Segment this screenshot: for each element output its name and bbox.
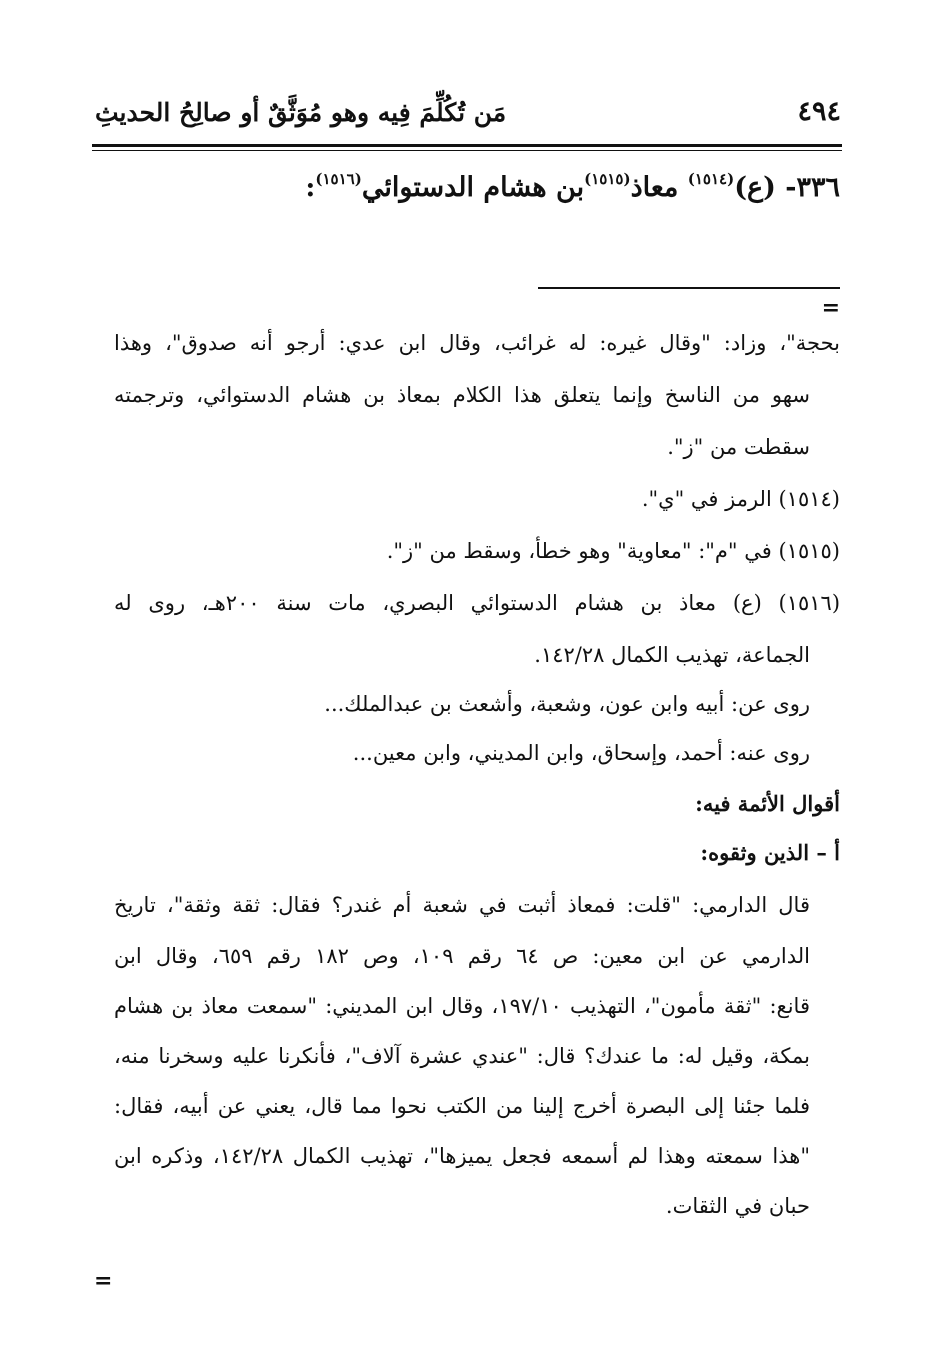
subsection-heading: أ – الذين وثقوه: xyxy=(700,840,840,865)
footnote-separator xyxy=(538,287,840,289)
footnote-line: (١٥١٥) في "م": "معاوية" وهو خطأ، وسقط من "ز". xyxy=(386,539,840,563)
footnote-line: بمكة، وقيل له: ما عندك؟ قال: "عندي عشرة آلاف"، فأنكرنا عليه وسخرنا منه، xyxy=(114,1044,810,1068)
footnote-line: "هذا سمعته وهذا لم أسمعه فجعل يميزها"، تهذيب الكمال ١٤٢/٢٨، وذكره ابن xyxy=(114,1144,810,1168)
entry-heading xyxy=(305,170,840,203)
continuation-mark-bottom: = xyxy=(94,1268,113,1294)
section-heading: أقوال الأئمة فيه: xyxy=(695,791,840,816)
entry-colon: : xyxy=(305,172,316,203)
running-title: مَن تُكُلِّمَ فِيه وهو مُوَثَّقٌ أو صالِحُ الحديثِ xyxy=(95,98,507,127)
footnote-ref-1516: (١٥١٦) xyxy=(315,170,362,188)
footnote-line: الدارمي عن ابن معين: ص ٦٤ رقم ١٠٩، وص ١٨٢ رقم ٦٥٩، وقال ابن xyxy=(114,944,810,968)
footnote-line: قانع: "ثقة مأمون"، التهذيب ١٩٧/١٠، وقال ابن المديني: "سمعت معاذ بن هشام xyxy=(114,994,810,1018)
footnote-line: روى عن: أبيه وابن عون، وشعبة، وأشعث بن عبدالملك... xyxy=(324,692,810,716)
footnote-ref-1514: (١٥١٤) xyxy=(687,170,735,188)
entry-name-rest: بن هشام الدستوائي xyxy=(361,172,585,203)
footnote-line: الجماعة، تهذيب الكمال ١٤٢/٢٨. xyxy=(534,643,810,667)
footnote-line: بحجة"، وزاد: "وقال غيره: له غرائب، وقال ابن عدي: أرجو أنه صدوق"، وهذا xyxy=(114,331,840,355)
footnote-line: (١٥١٤) الرمز في "ي". xyxy=(641,487,840,511)
footnote-line: سقطت من "ز". xyxy=(667,435,810,459)
footnote-line: قال الدارمي: "قلت: فمعاذ أثبت في شعبة أم غندر؟ فقال: ثقة وثقة"، تاريخ xyxy=(114,893,810,917)
footnote-ref-1515: (١٥١٥) xyxy=(584,170,631,188)
header-rule-thick xyxy=(92,144,842,147)
footnote-line: روى عنه: أحمد، وإسحاق، وابن المديني، وابن معين... xyxy=(352,741,810,765)
header-rule-thin xyxy=(92,150,842,151)
entry-name-first: معاذ xyxy=(630,172,679,203)
running-header xyxy=(95,96,841,140)
page-number: ٤٩٤ xyxy=(797,96,841,127)
footnote-line: سهو من الناسخ وإنما يتعلق هذا الكلام بمعاذ بن هشام الدستوائي، وترجمته xyxy=(114,383,810,407)
entry-symbol: (ع) xyxy=(734,172,776,203)
footnote-line: حبان في الثقات. xyxy=(665,1194,810,1218)
footnote-line: فلما جئنا إلى البصرة أخرج إلينا من الكتب نحوا مما قال، يعني عن أبيه، فقال: xyxy=(114,1094,810,1118)
entry-number: ٣٣٦- xyxy=(785,172,840,203)
continuation-mark-top: = xyxy=(821,295,840,321)
footnote-line: (١٥١٦) (ع) معاذ بن هشام الدستوائي البصري، مات سنة ٢٠٠هـ، روى له xyxy=(114,591,841,615)
